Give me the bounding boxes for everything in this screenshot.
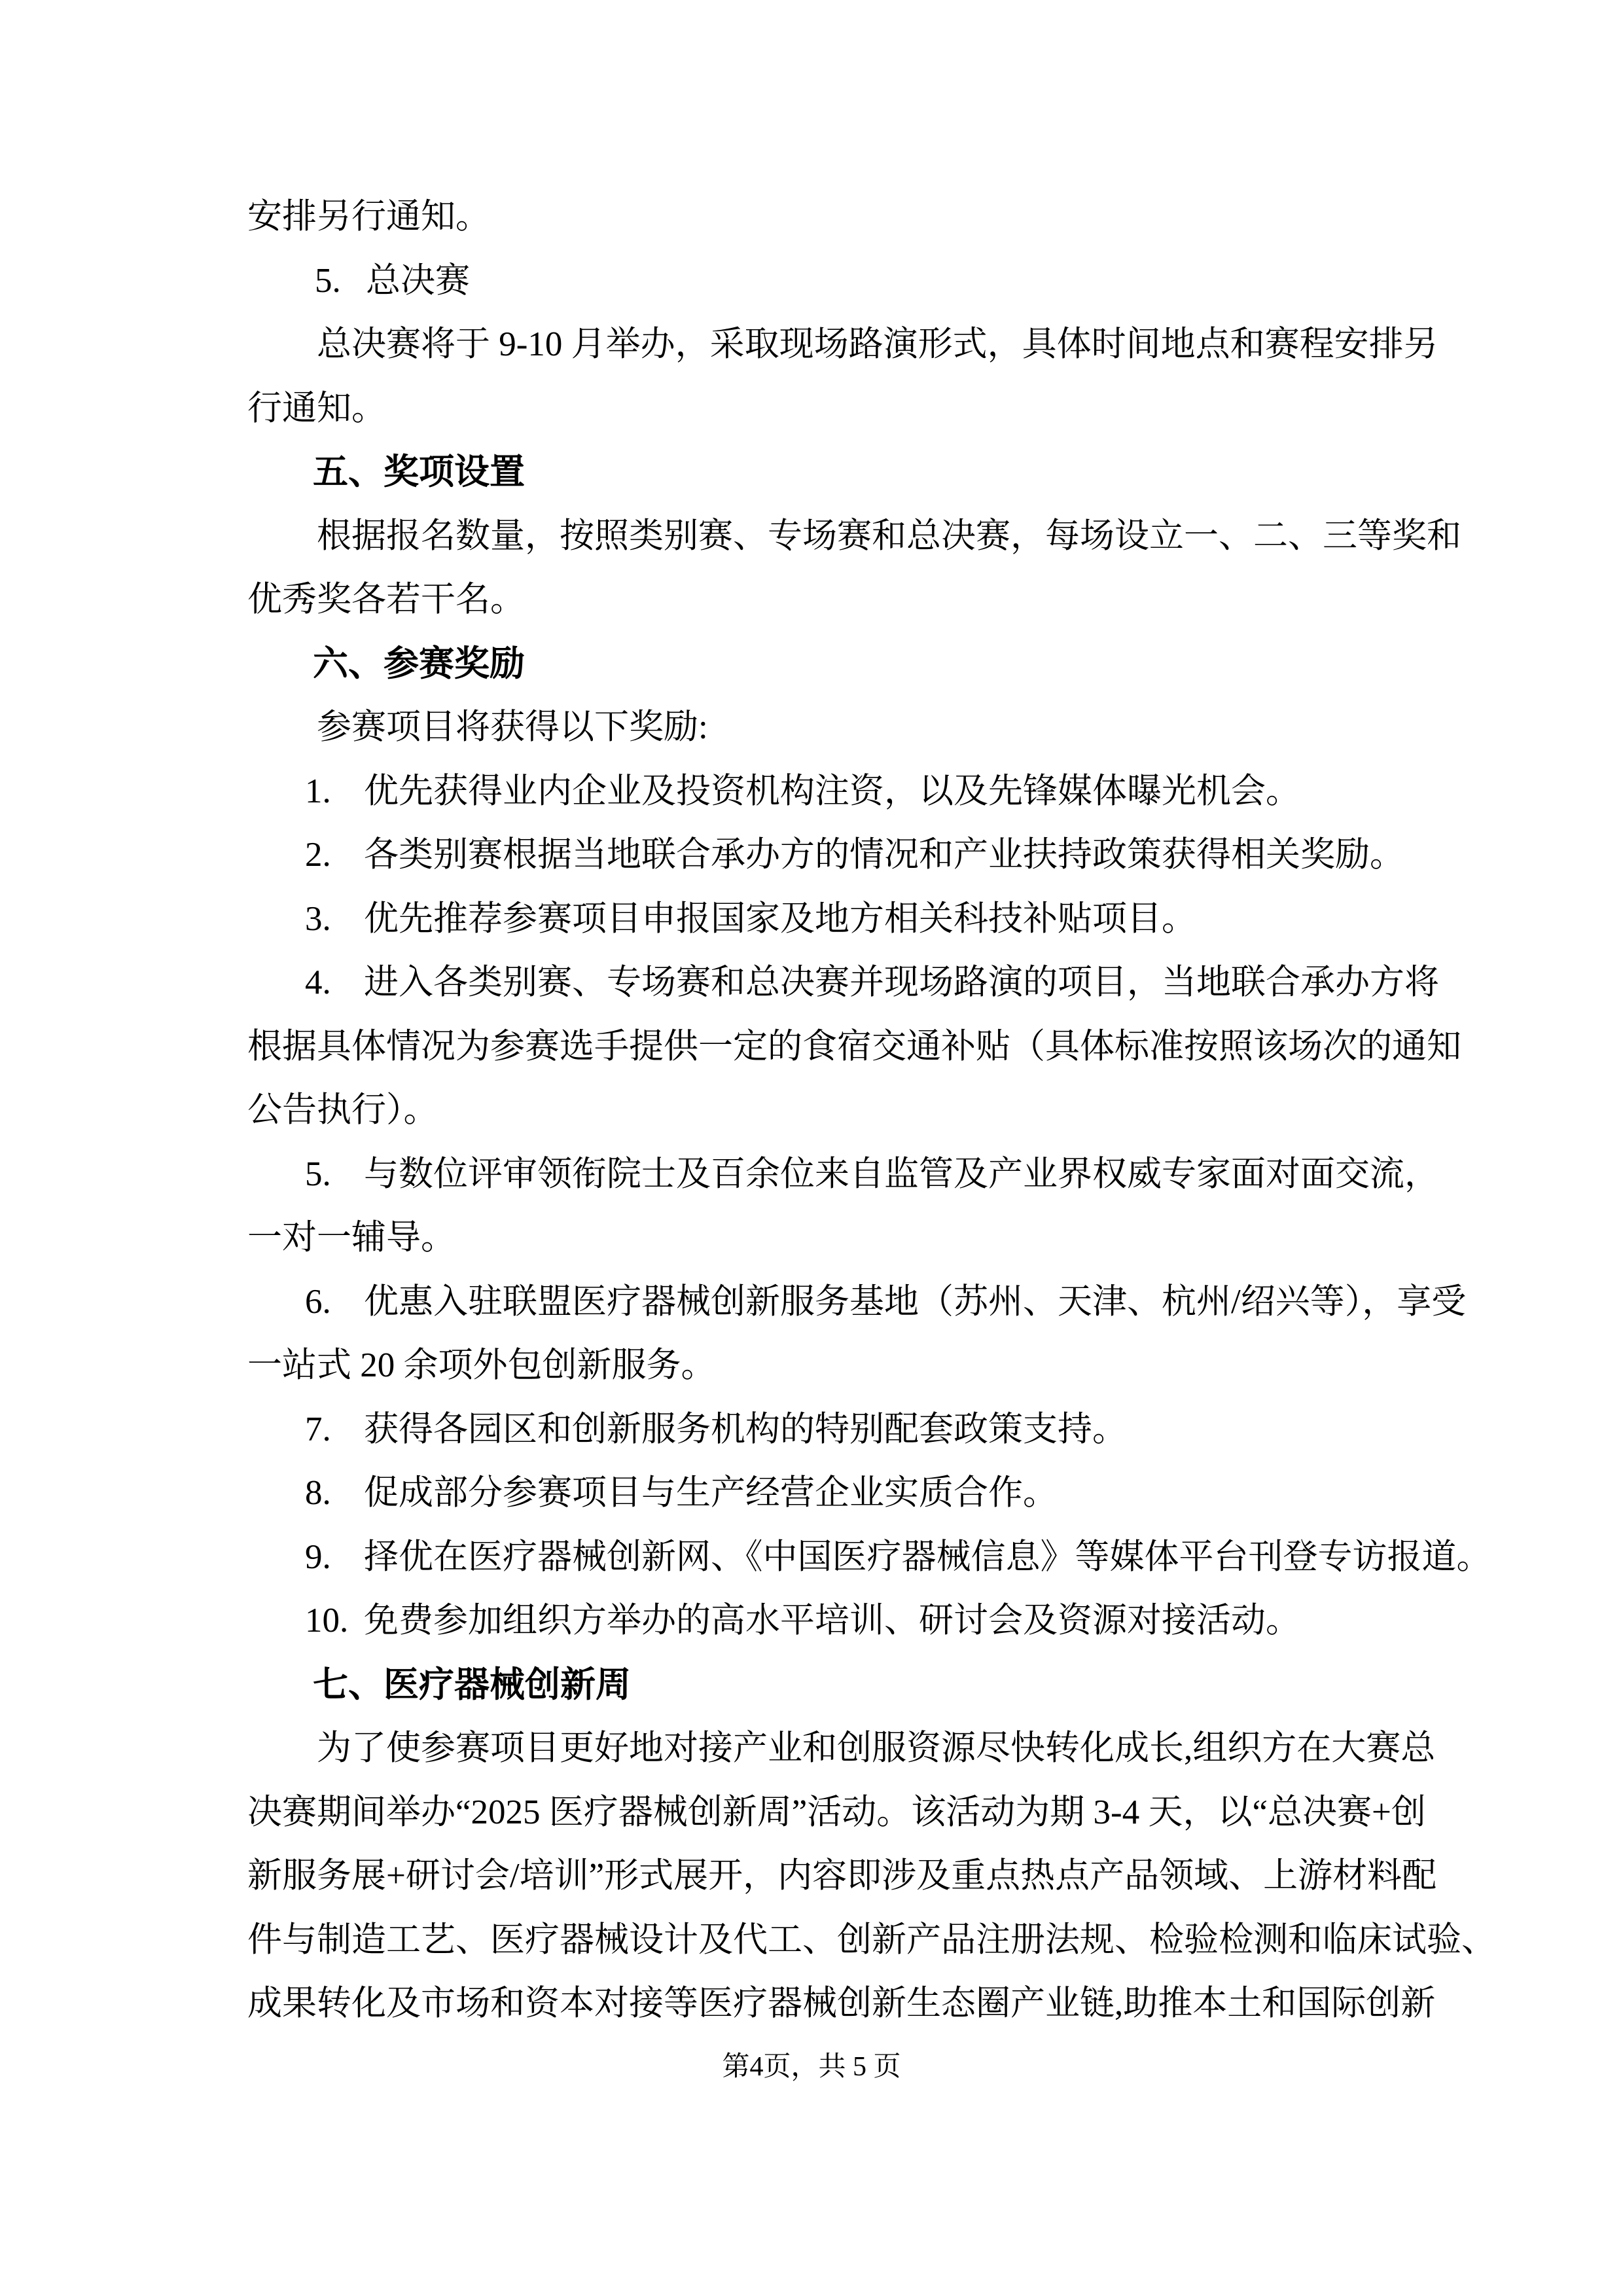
line-text: 一站式 20 余项外包创新服务。 bbox=[247, 1346, 716, 1384]
page-footer: 第4页，共 5 页 bbox=[722, 2052, 901, 2082]
list-number: 3. bbox=[305, 899, 331, 938]
list-number: 9. bbox=[305, 1537, 331, 1576]
line-text: 免费参加组织方举办的高水平培训、研讨会及资源对接活动。 bbox=[364, 1602, 1300, 1640]
document-body bbox=[247, 185, 1496, 2036]
text-line bbox=[247, 249, 1419, 314]
text-line bbox=[247, 1079, 1419, 1143]
line-text: 优惠入驻联盟医疗器械创新服务基地（苏州、天津、杭州/绍兴等），享受 bbox=[364, 1282, 1467, 1321]
text-line bbox=[247, 696, 1419, 760]
text-line bbox=[247, 1781, 1426, 1845]
text-line bbox=[247, 951, 1439, 1015]
list-number: 2. bbox=[305, 836, 331, 874]
text-line bbox=[247, 1334, 1419, 1398]
line-text: 获得各园区和创新服务机构的特别配套政策支持。 bbox=[364, 1410, 1127, 1448]
line-text: 决赛期间举办“2025 医疗器械创新周”活动。该活动为期 3-4 天，以“总决赛+创 bbox=[247, 1793, 1426, 1831]
line-text: 新服务展+研讨会/培训”形式展开，内容即涉及重点热点产品领域、上游材料配 bbox=[247, 1857, 1437, 1895]
list-number: 8. bbox=[305, 1474, 331, 1512]
text-line bbox=[247, 1398, 1419, 1462]
text-line bbox=[247, 1844, 1437, 1909]
line-text: 成果转化及市场和资本对接等医疗器械创新生态圈产业链,助推本土和国际创新 bbox=[247, 1984, 1436, 2022]
text-line bbox=[247, 1015, 1461, 1079]
text-line bbox=[247, 888, 1419, 952]
text-line bbox=[247, 440, 1419, 505]
text-line bbox=[247, 632, 1419, 696]
text-line bbox=[247, 1589, 1419, 1653]
line-text: 与数位评审领衔院士及百余位来自监管及产业界权威专家面对面交流， bbox=[364, 1155, 1439, 1193]
line-text: 六、参赛奖励 bbox=[313, 643, 525, 683]
line-text: 根据具体情况为参赛选手提供一定的食宿交通补贴（具体标准按照该场次的通知 bbox=[247, 1027, 1461, 1066]
line-text: 总决赛 bbox=[366, 261, 470, 300]
line-text: 安排另行通知。 bbox=[247, 198, 490, 236]
text-line bbox=[247, 1717, 1436, 1781]
line-text: 一对一辅导。 bbox=[247, 1219, 455, 1257]
list-number: 5. bbox=[305, 1155, 331, 1193]
line-text: 优先推荐参赛项目申报国家及地方相关科技补贴项目。 bbox=[364, 899, 1196, 938]
line-text: 总决赛将于 9-10 月举办，采取现场路演形式，具体时间地点和赛程安排另 bbox=[317, 325, 1438, 363]
text-line bbox=[247, 505, 1461, 569]
text-line bbox=[247, 1526, 1491, 1590]
text-line bbox=[247, 185, 1419, 249]
line-text: 五、奖项设置 bbox=[313, 452, 525, 492]
line-text: 择优在医疗器械创新网、《中国医疗器械信息》等媒体平台刊登专访报道。 bbox=[364, 1537, 1491, 1576]
text-line bbox=[247, 760, 1419, 824]
line-text: 促成部分参赛项目与生产经营企业实质合作。 bbox=[364, 1474, 1058, 1512]
line-text: 优先获得业内企业及投资机构注资，以及先锋媒体曝光机会。 bbox=[364, 772, 1300, 810]
line-text: 参赛项目将获得以下奖励: bbox=[317, 708, 708, 746]
line-text: 各类别赛根据当地联合承办方的情况和产业扶持政策获得相关奖励。 bbox=[364, 836, 1404, 874]
line-text: 根据报名数量，按照类别赛、专场赛和总决赛，每场设立一、二、三等奖和 bbox=[317, 516, 1461, 555]
line-text: 进入各类别赛、专场赛和总决赛并现场路演的项目，当地联合承办方将 bbox=[364, 963, 1439, 1001]
text-line bbox=[247, 1909, 1496, 1973]
line-text: 行通知。 bbox=[247, 389, 386, 427]
line-text: 为了使参赛项目更好地对接产业和创服资源尽快转化成长,组织方在大赛总 bbox=[317, 1729, 1436, 1767]
text-line bbox=[247, 1143, 1439, 1207]
list-number: 6. bbox=[305, 1282, 331, 1321]
list-number: 7. bbox=[305, 1410, 331, 1448]
list-number: 5. bbox=[315, 261, 341, 300]
list-number: 4. bbox=[305, 963, 331, 1001]
text-line bbox=[247, 568, 1419, 632]
text-line bbox=[247, 377, 1419, 441]
list-number: 10. bbox=[305, 1602, 349, 1640]
text-line bbox=[247, 313, 1438, 377]
text-line bbox=[247, 823, 1419, 888]
line-text: 优秀奖各若干名。 bbox=[247, 581, 525, 619]
text-line bbox=[247, 1653, 1419, 1717]
line-text: 七、医疗器械创新周 bbox=[313, 1664, 631, 1704]
line-text: 公告执行）。 bbox=[247, 1091, 438, 1129]
line-text: 件与制造工艺、医疗器械设计及代工、创新产品注册法规、检验检测和临床试验、 bbox=[247, 1920, 1496, 1959]
text-line bbox=[247, 1270, 1467, 1335]
text-line bbox=[247, 1462, 1419, 1526]
list-number: 1. bbox=[305, 772, 331, 810]
text-line bbox=[247, 1972, 1436, 2036]
text-line bbox=[247, 1206, 1419, 1270]
